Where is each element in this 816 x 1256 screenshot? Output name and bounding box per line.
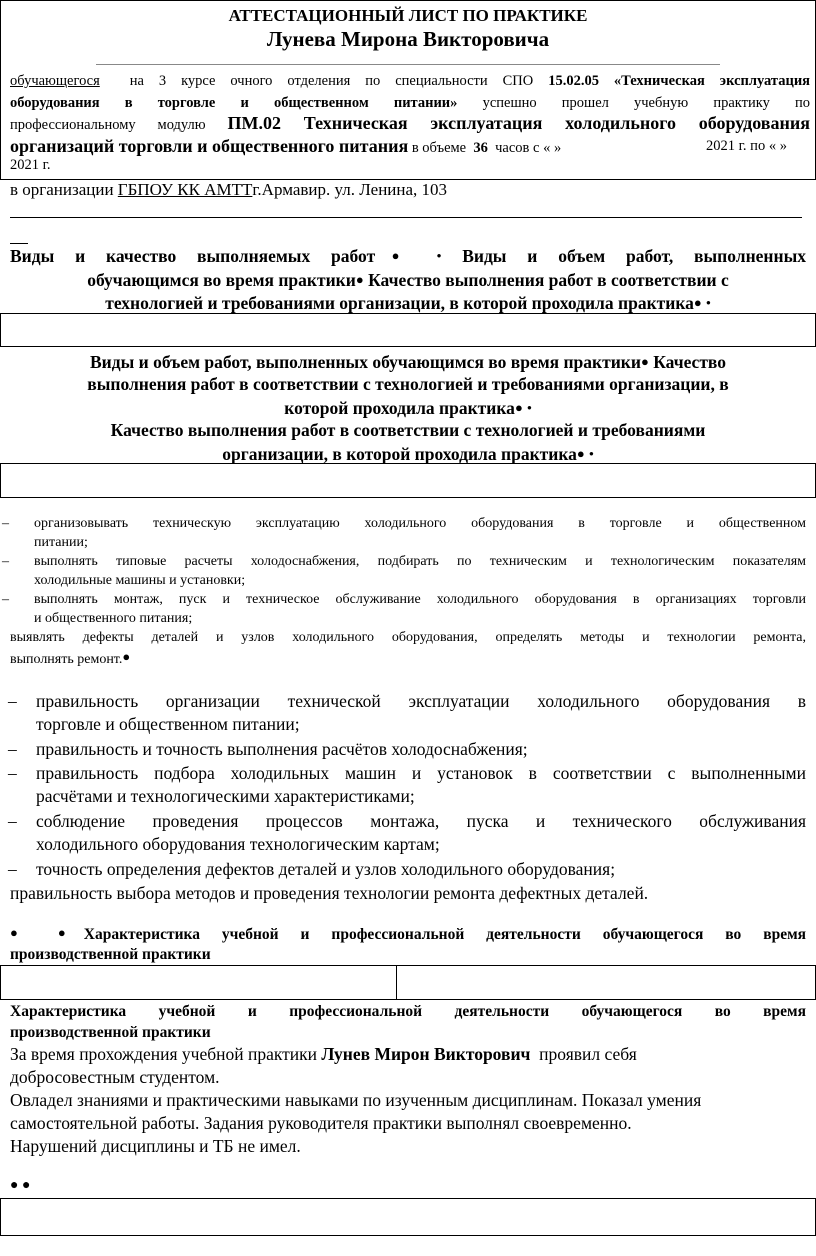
works-tail [0, 628, 816, 668]
bullet-icon: • [589, 446, 594, 461]
section1-l2b: Качество выполнения работ в соответствии с [368, 270, 729, 290]
volume-hours: 36 [473, 140, 488, 156]
characteristic-p2b: самостоятельной работы. Задания руководителя практики выполнял своевременно. [10, 1113, 632, 1133]
bullet-icon: ● [693, 295, 702, 310]
section2-l5: организации, в которой проходила практика [222, 444, 577, 464]
list-item-text: выполнять типовые расчеты холодоснабжения, подбирать по техническим и технологическим показателям [34, 554, 806, 569]
characteristic-heading-1b: производственной практики [10, 946, 211, 963]
list-item [0, 690, 816, 738]
bullet-icon: ● [122, 649, 131, 664]
bullet-icon: ● [375, 248, 416, 263]
bullet-icon: • [706, 295, 711, 310]
org-name: ГБПОУ КК АМТТ [117, 180, 253, 199]
dash-icon: – [8, 859, 17, 879]
section1-l3: технологией и требованиями организации, в которой проходила практика [105, 293, 694, 313]
section2-l1b: Качество [653, 352, 726, 372]
bullet-icon: • [527, 400, 532, 415]
characteristic-p1b: добросовестным студентом. [10, 1067, 220, 1087]
list-item-text: торговле и общественном питании; [36, 714, 300, 734]
org-address: г.Армавир. ул. Ленина, 103 [252, 180, 448, 199]
p1-name: Лунев Мирон Викторович [321, 1044, 531, 1064]
list-item-text: расчётами и технологическими характеристиками; [36, 786, 415, 806]
bullet-icon: ● [10, 1178, 19, 1193]
section2-l1: Виды и объем работ, выполненных обучающимся во время практики [90, 352, 641, 372]
p1-suffix: проявил себя [539, 1044, 637, 1064]
dash-icon: – [8, 691, 17, 711]
org-prefix: в организации [10, 180, 114, 199]
list-item-text: холодильные машины и установки; [34, 573, 246, 588]
quality-list [0, 690, 816, 906]
bullet-icon: ● [514, 400, 523, 415]
section1-line3 [0, 291, 816, 315]
characteristic-heading-2: Характеристика учебной и профессиональной деятельности обучающегося во время [10, 1003, 806, 1020]
bullet-icon: ● [640, 354, 649, 369]
list-item-text: точность определения дефектов деталей и узлов холодильного оборудования; [36, 859, 616, 879]
date-to: 2021 г. по « » [706, 138, 787, 154]
intro-line-4 [10, 134, 810, 160]
dash-icon: – [8, 811, 17, 831]
section2-line1 [0, 350, 816, 374]
dash-icon: – [2, 516, 9, 531]
list-item-text: организовывать техническую эксплуатацию холодильного оборудования в торговле и общественном [34, 516, 806, 531]
char-heading-1-text: Характеристика учебной и профессиональной деятельности обучающегося во время [83, 926, 807, 943]
list-item [0, 738, 816, 762]
module-name-cont: организаций торговли и общественного питания [10, 136, 409, 156]
module-name: ПМ.02 Техническая эксплуатация холодильного оборудования [227, 113, 811, 133]
empty-table-row-3 [0, 1198, 816, 1236]
dash-icon: – [8, 739, 17, 759]
section2-line3 [0, 396, 816, 420]
list-item-text: соблюдение проведения процессов монтажа, пуска и технического обслуживания [36, 811, 806, 831]
quality-tail-text: правильность выбора методов и проведения технологии ремонта дефектных деталей. [10, 883, 649, 903]
list-item [0, 858, 816, 882]
list-item [0, 810, 816, 858]
section1-l2a: обучающимся во время практики [87, 270, 356, 290]
bottom-bullets [10, 1178, 30, 1194]
list-item-text: выполнять монтаж, пуск и техническое обслуживание холодильного оборудования в организациях торговли [34, 592, 806, 607]
characteristic-heading-1 [10, 922, 806, 945]
intro-rest: на 3 курсе очного отделения по специальности СПО [129, 73, 534, 89]
dash-icon: – [2, 592, 9, 607]
page-title: АТТЕСТАЦИОННЫЙ ЛИСТ ПО ПРАКТИКЕ [228, 6, 588, 25]
list-item [0, 514, 816, 552]
spec-code: 15.02.05 [548, 73, 599, 89]
characteristic-p1 [10, 1043, 810, 1066]
section1-right: Виды и объем работ, выполненных [462, 246, 807, 266]
name-underline [96, 64, 720, 65]
list-item-text: правильность подбора холодильных машин и установок в соответствии с выполненными [36, 763, 806, 783]
quality-tail [0, 882, 816, 906]
section2-line4: Качество выполнения работ в соответствии с технологией и требованиями [110, 420, 706, 440]
list-item-text: правильность и точность выполнения расчётов холодоснабжения; [36, 739, 528, 759]
list-item-text: и общественного питания; [34, 611, 193, 626]
bullet-icon: ● [21, 1178, 31, 1193]
works-tail-line2 [10, 647, 130, 669]
bullet-icon: ● [576, 446, 585, 461]
dash-icon: – [8, 763, 17, 783]
section1-left: Виды и качество выполняемых работ [10, 246, 376, 266]
spec-name-2: оборудования в торговле и общественном питании» [10, 95, 458, 111]
module-prefix: профессиональному модулю [10, 117, 206, 133]
bullet-icon: • [436, 248, 442, 263]
bullet-icon: ● [355, 272, 364, 287]
intro-line-1 [10, 70, 810, 92]
list-item [0, 762, 816, 810]
characteristic-p2c: Нарушений дисциплины и ТБ не имел. [10, 1136, 301, 1156]
spec-name-1: «Техническая эксплуатация [613, 73, 811, 89]
empty-table-row-1 [0, 313, 816, 347]
list-item [0, 590, 816, 628]
works-tail-line1: выявлять дефекты деталей и узлов холодильного оборудования, определять методы и технологии ремонта, [10, 630, 806, 645]
section2-line2: выполнения работ в соответствии с технологией и требованиями организации, в [87, 374, 729, 394]
characteristic-heading-2b: производственной практики [10, 1024, 211, 1041]
works-list [0, 514, 816, 668]
bullet-icon: ● [10, 925, 36, 940]
empty-table-cell-right [396, 965, 816, 1000]
dash-icon: – [2, 554, 9, 569]
volume-suffix: часов с « » [495, 140, 562, 156]
student-name: Лунева Мирона Викторовича [266, 27, 550, 51]
date-year: 2021 г. [10, 157, 51, 173]
works-tail-text: выполнять ремонт. [10, 652, 123, 667]
empty-table-row-2 [0, 463, 816, 498]
volume-prefix: в объеме [411, 140, 467, 156]
org-underline [10, 217, 802, 218]
practice-text: успешно прошел учебную практику по [482, 95, 810, 111]
list-item [0, 552, 816, 590]
p1-prefix: За время прохождения учебной практики [10, 1044, 318, 1064]
characteristic-p2a: Овладел знаниями и практическими навыками по изученным дисциплинам. Показал умения [10, 1090, 702, 1110]
empty-table-cell-left [0, 965, 397, 1000]
section2-l3: которой проходила практика [284, 398, 515, 418]
list-item-text: правильность организации технической эксплуатации холодильного оборудования в [36, 691, 806, 711]
list-item-text: питании; [34, 535, 88, 550]
section1-line1 [10, 244, 806, 268]
intro-underlined: обучающегося [10, 73, 100, 89]
list-item-text: холодильного оборудования технологическим картам; [36, 834, 440, 854]
bullet-icon: ● [57, 925, 84, 940]
section1-line2 [0, 268, 816, 292]
organization-line [10, 180, 447, 200]
